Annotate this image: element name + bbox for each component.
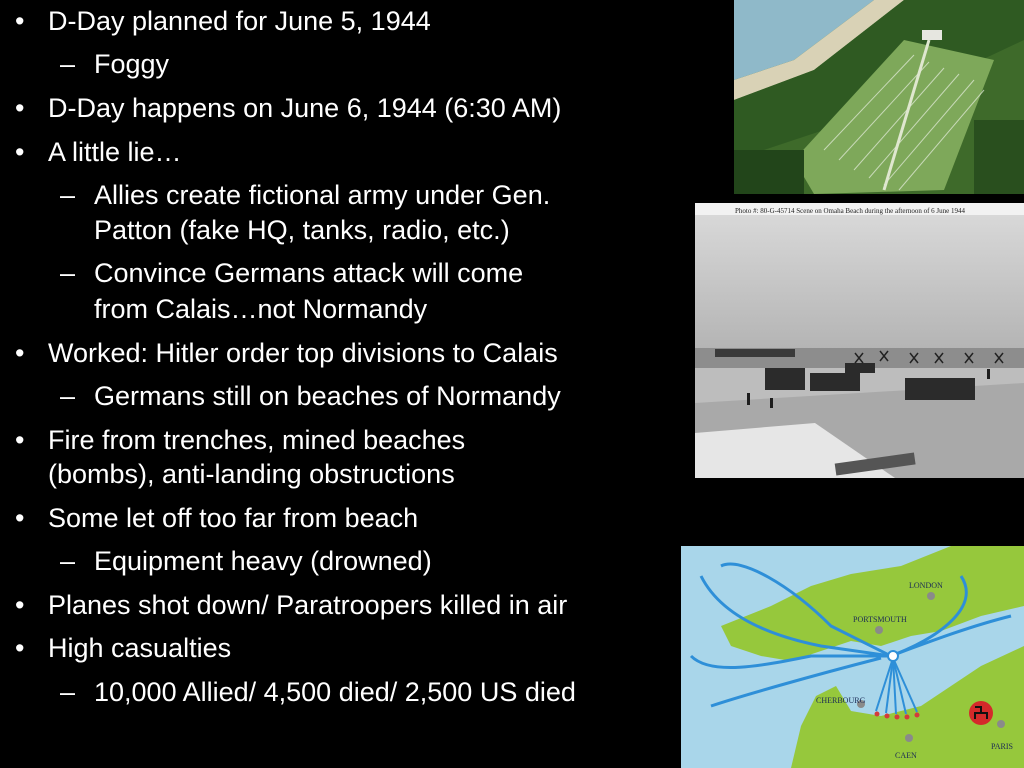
bullet-text: (bombs), anti-landing obstructions <box>48 459 455 489</box>
bullet-text: Fire from trenches, mined beaches <box>48 425 466 455</box>
sub-bullet-marker: – <box>60 49 76 79</box>
normandy-cemetery-photo <box>734 0 1024 194</box>
bullet-marker: • <box>15 338 25 368</box>
bullet-text: Planes shot down/ Paratroopers killed in air <box>48 590 568 620</box>
bullet-text: D-Day planned for June 5, 1944 <box>48 6 431 36</box>
map-label-portsmouth: PORTSMOUTH <box>853 615 907 624</box>
bullet-text: Worked: Hitler order top divisions to Calais <box>48 338 558 368</box>
sub-bullet-marker: – <box>60 180 76 210</box>
omaha-beach-photo <box>695 203 1024 478</box>
map-label-london: LONDON <box>909 581 943 590</box>
bullet-marker: • <box>15 6 25 36</box>
bullet-text: Equipment heavy (drowned) <box>94 546 432 576</box>
bullet-text: Allies create fictional army under Gen. <box>94 180 551 210</box>
bullet-text: from Calais…not Normandy <box>94 294 428 324</box>
bullet-text: Patton (fake HQ, tanks, radio, etc.) <box>94 215 510 245</box>
sub-bullet-marker: – <box>60 258 76 288</box>
map-label-paris: PARIS <box>991 742 1013 751</box>
bullet-text: A little lie… <box>48 137 182 167</box>
map-label-caen: CAEN <box>895 751 917 760</box>
bullet-marker: • <box>15 93 25 123</box>
sub-bullet-marker: – <box>60 546 76 576</box>
bullet-text: D-Day happens on June 6, 1944 (6:30 AM) <box>48 93 562 123</box>
beach-photo-caption: Photo #: 80-G-45714 Scene on Omaha Beach during the afternoon of 6 June 1944 <box>735 207 965 215</box>
bullet-marker: • <box>15 425 25 455</box>
d-day-invasion-map <box>681 546 1024 768</box>
bullet-marker: • <box>15 137 25 167</box>
bullet-text: Foggy <box>94 49 170 79</box>
bullet-text: Some let off too far from beach <box>48 503 419 533</box>
bullet-text: 10,000 Allied/ 4,500 died/ 2,500 US died <box>94 677 576 707</box>
bullet-text: Convince Germans attack will come <box>94 258 524 288</box>
bullet-marker: • <box>15 503 25 533</box>
bullet-text: Germans still on beaches of Normandy <box>94 381 561 411</box>
bullet-marker: • <box>15 590 25 620</box>
bullet-text: High casualties <box>48 633 232 663</box>
sub-bullet-marker: – <box>60 381 76 411</box>
bullet-marker: • <box>15 633 25 663</box>
sub-bullet-marker: – <box>60 677 76 707</box>
map-label-cherbourg: CHERBOURG <box>816 696 866 705</box>
